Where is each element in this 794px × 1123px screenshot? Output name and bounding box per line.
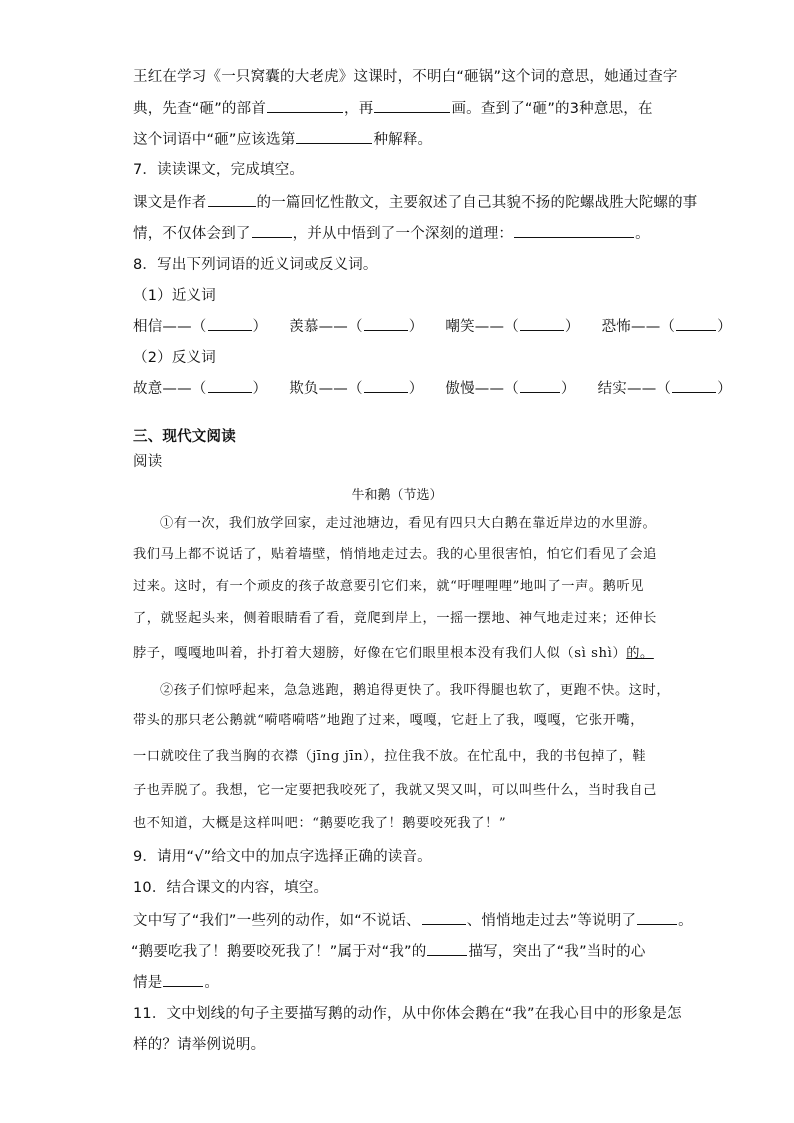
answer-blank-meaning[interactable] [296,129,372,144]
answer-blank-author[interactable] [208,192,256,207]
passage-line: 也不知道，大概是这样叫吧：“鹅要吃我了！鹅要咬死我了！” [133,816,507,831]
passage-line: ②孩子们惊呼起来，急急逃跑，鹅追得更快了。我吓得腿也软了，更跑不快。这时， [160,683,671,698]
synonym-pair: 相信——（ ） [133,316,267,337]
answer-blank-strokes[interactable] [374,98,450,113]
answer-blank-truth[interactable] [514,223,634,238]
synonym-pair: 羡慕——（ ） [289,316,423,337]
section-heading: 三、现代文阅读 [133,429,236,445]
q7-line2: 情，不仅体会到了 ，并从中悟到了一个深刻的道理： 。 [133,223,650,244]
answer-blank-antonym-4[interactable] [672,378,716,393]
passage-line: ①有一次，我们放学回家，走过池塘边，看见有四只大白鹅在靠近岸边的水里游。 [160,516,657,531]
q11-line1: 11．文中划线的句子主要描写鹅的动作，从中你体会鹅在“我”在我心目中的形象是怎 [133,1006,682,1022]
q10-line2: “鹅要吃我了！鹅要咬死我了！”属于对“我”的 描写，突出了“我”当时的心 [131,941,646,962]
answer-blank-synonym-3[interactable] [520,316,564,331]
q6-line3: 这个词语中“砸”应该选第 种解释。 [133,129,432,150]
q10-line3: 情是 。 [133,972,219,993]
answer-blank-explains[interactable] [637,910,677,925]
q7-title: 7．读读课文，完成填空。 [133,162,305,178]
q8-title: 8．写出下列词语的近义词或反义词。 [133,257,378,273]
answer-blank-synonym-1[interactable] [208,316,252,331]
q7-line1: 课文是作者 的一篇回忆性散文，主要叙述了自己其貌不扬的陀螺战胜大陀螺的事 [133,192,698,213]
answer-blank-mood[interactable] [163,972,203,987]
passage-line: 过来。这时，有一个顽皮的孩子故意要引它们来，就“吁哩哩哩”地叫了一声。鹅听见 [133,579,645,594]
answer-blank-radical[interactable] [267,98,343,113]
passage-line: 子也弄脱了。我想，它一定要把我咬死了，我就又哭又叫，可以叫些什么，当时我自己 [133,783,657,798]
q8-antonyms-row [133,378,732,399]
answer-blank-description-type[interactable] [427,941,467,956]
q8-synonyms-row [133,316,732,337]
answer-blank-antonym-1[interactable] [208,378,252,393]
passage-line: 脖子，嘎嘎地叫着，扑打着大翅膀，好像在它们眼里根本没有我们人似（sì shì）的。 [133,646,654,661]
answer-blank-feeling[interactable] [252,223,292,238]
answer-blank-antonym-2[interactable] [364,378,408,393]
synonym-pair: 嘲笑——（ ） [445,316,579,337]
passage-line: 了，就竖起头来，侧着眼睛看了看，竟爬到岸上，一摇一摆地、神气地走过来；还伸长 [133,611,657,626]
q8-synonyms-label: （1）近义词 [133,288,216,304]
antonym-pair: 故意——（ ） [133,378,267,399]
q10-line1: 文中写了“我们”一些列的动作，如“不说话、 、悄悄地走过去”等说明了 。 [133,910,693,931]
synonym-pair: 恐怖——（ ） [602,316,732,337]
passage-line: 一口就咬住了我当胸的衣襟（jīng jīn），拉住我不放。在忙乱中，我的书包掉了，鞋 [133,749,647,764]
underlined-text: 的。 [626,646,654,661]
antonym-pair: 结实——（ ） [598,378,732,399]
answer-blank-action[interactable] [422,910,466,925]
passage-line: 我们马上都不说话了，贴着墙壁，悄悄地走过去。我的心里很害怕，怕它们看见了会追 [133,547,657,562]
answer-blank-synonym-4[interactable] [676,316,716,331]
antonym-pair: 傲慢——（ ） [445,378,575,399]
passage-line: 带头的那只老公鹅就“嗬嗒嗬嗒”地跑了过来，嘎嘎，它赶上了我，嘎嘎，它张开嘴， [133,713,645,728]
q10-title: 10．结合课文的内容，填空。 [133,880,329,896]
answer-blank-antonym-3[interactable] [520,378,560,393]
q11-line2: 样的？请举例说明。 [133,1037,266,1053]
q8-antonyms-label: （2）反义词 [133,350,216,366]
q6-line1: 王红在学习《一只窝囊的大老虎》这课时，不明白“砸锅”这个词的意思，她通过查字 [133,69,678,85]
answer-blank-synonym-2[interactable] [364,316,408,331]
passage-title: 牛和鹅（节选） [351,488,443,503]
q9-title: 9．请用“√”给文中的加点字选择正确的读音。 [133,849,432,865]
reading-label: 阅读 [133,454,163,470]
q6-line2: 典，先查“砸”的部首 ，再 画。查到了“砸”的3种意思，在 [133,98,653,119]
antonym-pair: 欺负——（ ） [289,378,423,399]
